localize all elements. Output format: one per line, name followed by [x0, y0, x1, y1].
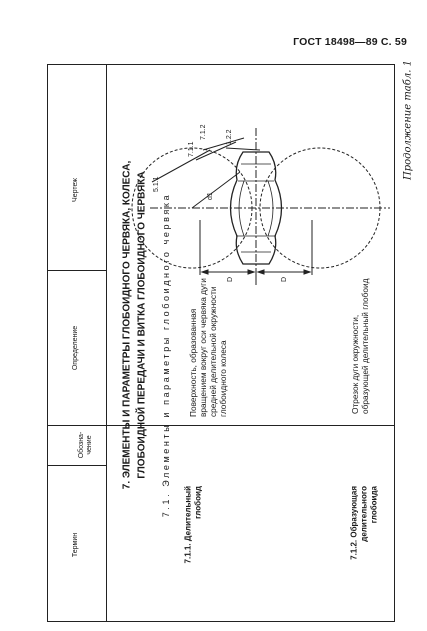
label-D-right: D: [281, 276, 288, 282]
row2-term: 7.1.2. Образующая делительного глобоида: [349, 486, 378, 560]
continuation-label: Продолжение табл. 1: [402, 60, 414, 180]
label-d1: d1: [207, 192, 214, 200]
leader-5-1-1: [152, 150, 210, 182]
label-D-left: D: [227, 276, 234, 282]
column-header-term: Термин: [71, 532, 79, 558]
column-header-definition: Определение: [71, 325, 79, 371]
column-header-drawing: Чертеж: [71, 178, 79, 202]
row2-definition: Отрезок дуги окружности, образующей делительный глобоид: [349, 278, 370, 414]
column-header-designation: Обозна- чение: [77, 431, 93, 459]
subsection-title: 7.1. Элементы и параметры глобоидного червяка: [160, 192, 171, 518]
page-header: ГОСТ 18498—89 С. 59: [293, 36, 407, 48]
label-7-1-2: 7.1.2: [200, 124, 207, 140]
section-title-line1: 7. ЭЛЕМЕНТЫ И ПАРАМЕТРЫ ГЛОБОИДНОГО ЧЕРВЯКА, КОЛЕСА,: [121, 160, 133, 490]
section-title-line2: ГЛОБОИДНОЙ ПЕРЕДАЧИ И ВИТКА ГЛОБОИДНОГО ЧЕРВЯКА: [136, 171, 148, 479]
label-1-2-2: 1.2.2: [226, 129, 233, 145]
row1-term: 7.1.1. Делительный глобоид: [183, 486, 202, 564]
row1-definition: Поверхность, образованная вращением вокруг оси червяка дуги средней делительной окружности глобоидного колеса: [187, 278, 229, 417]
label-7-1-1: 7.1.1: [188, 141, 195, 157]
leader-1-2-2: [226, 148, 260, 150]
label-5-1-1: 5.1.1: [153, 176, 160, 192]
